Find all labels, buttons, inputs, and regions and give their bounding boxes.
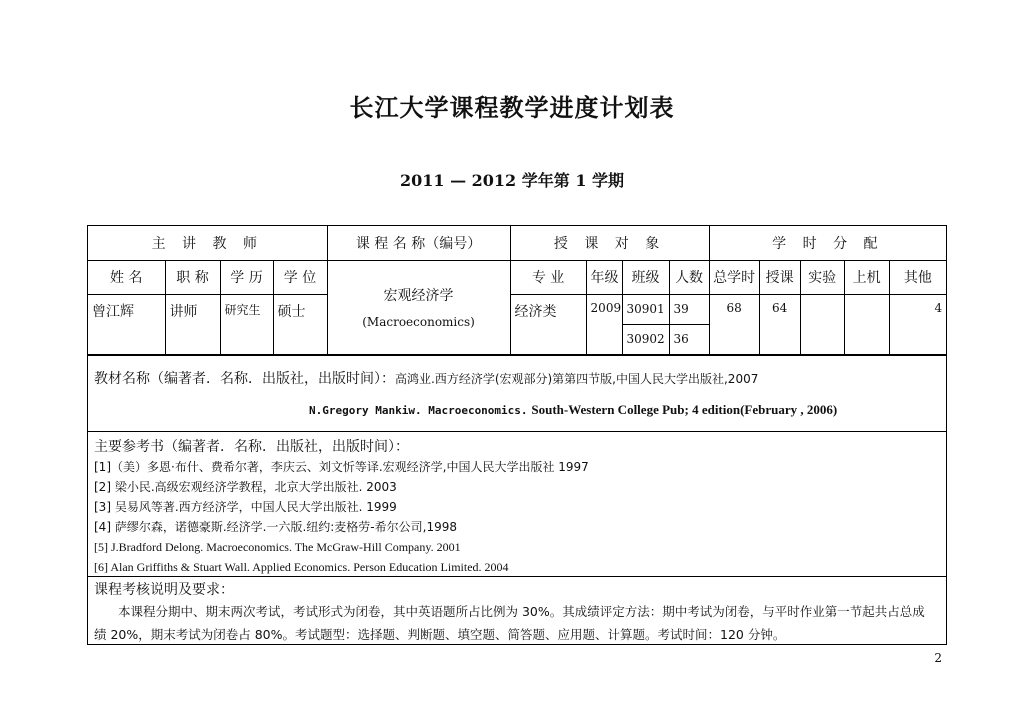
assessment-line-2: 绩 20%，期末考试为闭卷占 80%。考试题型：选择题、判断题、填空题、简答题、应用题、计算题。考试时间：120 分钟。 [94,627,786,642]
other-value: 4 [889,294,946,354]
target-count-1: 39 [669,294,709,324]
page-number: 2 [934,651,942,665]
reference-item-4: [4] 萨缪尔森，诺德豪斯.经济学.一六版.纽约:麦格劳-希尔公司,1998 [94,520,457,534]
textbook-line [94,368,940,388]
textbook-section [88,355,946,431]
title-header: 职 称 [165,260,220,294]
course-name-header: 课 程 名 称（编号） [327,226,510,260]
course-name-en: (Macroeconomics) [362,315,475,329]
count-header: 人数 [669,260,709,294]
teacher-title: 讲师 [165,294,220,354]
total-hours-header: 总学时 [709,260,759,294]
target-major: 经济类 [510,294,586,354]
teacher-degree: 硕士 [273,294,327,354]
course-name-cn: 宏观经济学 [383,288,454,304]
reference-item-2: [2] 梁小民.高级宏观经济学教程，北京大学出版社. 2003 [94,480,397,494]
target-grade: 2009 [586,294,622,354]
experiment-value [800,294,844,354]
textbook-cn: 高鸿业.西方经济学(宏观部分)第第四节版,中国人民大学出版社,2007 [395,372,759,386]
schedule-form [87,225,947,645]
lecture-value: 64 [759,294,800,354]
target-header: 授 课 对 象 [510,226,709,260]
teacher-group-header: 主 讲 教 师 [88,226,327,260]
reference-item-5: [5] J.Bradford Delong. Macroeconomics. The McGraw-Hill Company. 2001 [94,540,461,554]
education-header: 学 历 [220,260,273,294]
target-class-1: 30901 [622,294,669,324]
target-class-2: 30902 [622,324,669,354]
reference-item-1: [1]（美）多恩·布什、费希尔著，李庆云、刘文忻等译.宏观经济学,中国人民大学出版社 1997 [94,460,589,474]
teacher-education: 研究生 [220,294,273,354]
reference-item-3: [3] 吴易风等著.西方经济学，中国人民大学出版社. 1999 [94,500,397,514]
assessment-section [88,576,946,644]
references-label: 主要参考书（编著者．名称．出版社，出版时间）： [94,439,409,455]
name-header: 姓 名 [88,260,165,294]
assessment-line-1: 本课程分期中、期末两次考试，考试形式为闭卷，其中英语题所占比例为 30%。其成绩评定方法：期中考试为闭卷，与平时作业第一节起共占总成 [118,604,925,619]
major-header: 专 业 [510,260,586,294]
computer-value [844,294,889,354]
computer-header: 上机 [844,260,889,294]
experiment-header: 实验 [800,260,844,294]
assessment-label: 课程考核说明及要求： [94,582,234,598]
textbook-label: 教材名称（编著者．名称．出版社，出版时间）： [94,371,395,387]
grade-header: 年级 [586,260,622,294]
textbook-en-line [94,402,940,418]
other-header: 其他 [889,260,946,294]
info-table [88,226,946,355]
hours-header: 学 时 分 配 [709,226,946,260]
class-header: 班级 [622,260,669,294]
textbook-en-author: N.Gregory Mankiw. Macroeconomics. [309,404,528,417]
target-count-2: 36 [669,324,709,354]
term-heading: 2011 — 2012 学年第 1 学期 [399,171,625,190]
course-name-cell [327,260,510,354]
reference-item-6: [6] Alan Griffiths & Stuart Wall. Applied Economics. Person Education Limited. 2004 [94,560,509,574]
page-title: 长江大学课程教学进度计划表 [349,94,675,122]
teacher-name: 曾江辉 [88,294,165,354]
total-hours-value: 68 [709,294,759,354]
references-section [88,431,946,576]
lecture-header: 授课 [759,260,800,294]
degree-header: 学 位 [273,260,327,294]
textbook-en-publisher: South-Western College Pub; 4 edition(February , 2006) [531,402,838,417]
